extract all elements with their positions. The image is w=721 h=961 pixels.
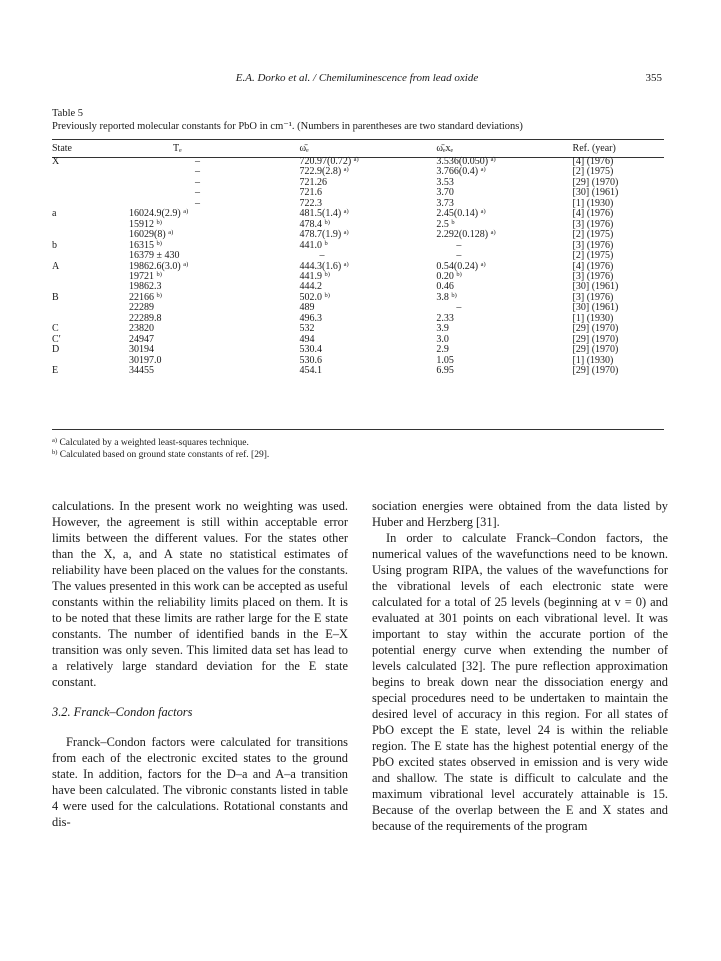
cell-wexe: – [456,250,462,262]
cell-ref: [29] (1970) [572,344,619,356]
right-column [372,498,668,834]
cell-te: 24947 [129,333,155,345]
cell-we: 722.9(2.8) $^{a)}$ [299,166,349,178]
body-paragraph: Franck–Condon factors were calculated for transitions from each of the electronic excited states to the ground state. In addition, factors for the D–a and A–a transition have been calculated. The vibronic constants listed in table 4 were used for the calculations. Rotational constants and dis- [52,735,348,829]
cell-state [52,303,129,313]
cell-state [52,356,129,366]
cell-we: – [319,250,325,262]
table-label: Table 5 [52,108,84,119]
cell-state: a [52,208,57,220]
cell-state [52,188,129,198]
cell-wexe: 3.73 [436,197,454,209]
cell-we: 496.3 [299,312,322,324]
cell-te: – [195,176,201,188]
cell-wexe: – [456,302,462,314]
cell-wexe: 3.766(0.4) $^{a)}$ [436,166,486,178]
table-footnotes [52,437,664,461]
cell-state [52,314,129,324]
cell-state [52,272,129,282]
col-header-we: ω̄ₑ [299,143,309,154]
cell-wexe: 3.536(0.050) $^{a)}$ [436,156,496,167]
cell-we: 722.3 [299,197,322,209]
col-header-ref: Ref. (year) [572,143,616,154]
cell-te: – [195,156,201,167]
cell-state: D [52,344,60,356]
col-header-state: State [52,143,72,154]
cell-state [52,178,129,188]
body-paragraph: calculations. In the present work no weighting was used. However, the agreement is still within acceptable error limits between the different values. For the states other than the X, a, and A state no statistical estimates of reliability have been placed on the values for the constants. The values presented in this work can be accepted as useful constants within the reliability limits placed on them. It is to be noted that these limits are rather large for the E state constants. The number of identified bands in the E–X transition was only seven. This limited data set has lead to a relatively large standard deviation for the E state constant. [52,499,348,689]
body-paragraph: In order to calculate Franck–Condon factors, the numerical values of the wavefunctions need to be known. Using program RIPA, the values of the wavefunctions for the vibrational levels of each electronic state were calculated for a total of 25 levels (beginning at v = 0) and evaluated at 301 points on each vibrational level. It was important to stay within the accurate portion of the potential energy curve when extending the number of levels calculated [32]. The pure reflection approximation begins to break down near the dissociation energy and special procedures need to be undertaken to maintain the desired level of accuracy in this region. For all states of PbO except the E state, level 24 is within the reliable region. The E state has the highest potential energy of the PbO excited states observed in emission and is very wide and shallow. The state is difficult to calculate and the maximum vibrational level accurately attainable is 15. Because of the overlap between the E and X states and because of the requirements of the program [372,531,668,833]
cell-we: 441.0 $^b$ [299,239,328,251]
cell-ref: [1] (1930) [572,312,614,324]
cell-wexe: 2.292(0.128) $^{a)}$ [436,229,496,241]
cell-te: 23820 [129,323,155,335]
cell-te: 15912 $^{b)}$ [129,218,162,230]
footnote-b: $^{b)}$ Calculated based on ground state constants of ref. [29]. [52,449,270,460]
cell-te: 30197.0 [129,354,162,366]
cell-wexe: – [456,239,462,251]
table-row [52,366,664,376]
page-number: 355 [645,72,662,84]
cell-we: 530.6 [299,354,322,366]
cell-te: – [195,197,201,209]
cell-we: 532 [299,323,315,335]
cell-ref: [4] (1976) [572,260,614,272]
cell-state: C′ [52,333,61,345]
cell-te: 16315 $^{b)}$ [129,239,162,251]
cell-te: – [195,166,201,178]
col-header-wexe: ω̄ₑxₑ [436,143,454,154]
cell-ref: [30] (1961) [572,281,619,293]
cell-wexe: 2.45(0.14) $^{a)}$ [436,208,486,220]
cell-te: 16379 ± 430 [129,250,180,262]
running-header [52,72,662,88]
cell-ref: [30] (1961) [572,187,619,199]
cell-state [52,282,129,292]
cell-te: 16029(8) $^{a)}$ [129,229,174,241]
cell-ref: [2] (1975) [572,250,614,262]
cell-ref: [1] (1930) [572,197,614,209]
cell-te: 30194 [129,344,155,356]
cell-state [52,199,129,209]
cell-ref: [2] (1975) [572,229,614,241]
cell-wexe: 6.95 [436,365,454,377]
cell-te: – [195,187,201,199]
cell-we: 489 [299,302,315,314]
section-heading: 3.2. Franck–Condon factors [52,705,193,719]
cell-wexe: 3.0 [436,333,449,345]
cell-wexe: 3.8 $^{b)}$ [436,291,457,303]
cell-te: 34455 [129,365,155,377]
cell-ref: [29] (1970) [572,323,619,335]
col-header-te: Tₑ [173,143,182,154]
cell-state [52,230,129,240]
cell-we: 721.26 [299,176,327,188]
cell-wexe: 0.54(0.24) $^{a)}$ [436,260,486,272]
body-paragraph: sociation energies were obtained from the data listed by Huber and Herzberg [31]. [372,499,668,529]
cell-we: 481.5(1.4) $^{a)}$ [299,208,349,220]
cell-we: 721.6 [299,187,322,199]
cell-state: B [52,291,59,303]
cell-wexe: 2.33 [436,312,454,324]
cell-we: 494 [299,333,315,345]
cell-wexe: 3.9 [436,323,449,335]
cell-ref: [30] (1961) [572,302,619,314]
cell-ref: [29] (1970) [572,333,619,345]
cell-we: 502.0 $^{b)}$ [299,291,330,303]
cell-te: 16024.9(2.9) $^{a)}$ [129,208,189,220]
cell-wexe: 2.9 [436,344,449,356]
left-column [52,498,348,830]
cell-ref: [2] (1975) [572,166,614,178]
cell-state: b [52,239,57,251]
cell-we: 478.7(1.9) $^{a)}$ [299,229,349,241]
cell-we: 441.9 $^{b)}$ [299,270,330,282]
cell-we: 454.1 [299,365,322,377]
cell-wexe: 3.53 [436,176,454,188]
table-bottom-rule [52,429,664,430]
cell-wexe: 0.20 $^{b)}$ [436,270,462,282]
cell-ref: [4] (1976) [572,156,614,167]
cell-ref: [3] (1976) [572,239,614,251]
running-title: E.A. Dorko et al. / Chemiluminescence from lead oxide [235,72,479,84]
constants-table [52,140,664,377]
table-header-row [52,140,664,157]
cell-we: 530.4 [299,344,322,356]
cell-wexe: 3.70 [436,187,454,199]
cell-state [52,167,129,177]
cell-ref: [1] (1930) [572,354,614,366]
cell-wexe: 1.05 [436,354,454,366]
cell-ref: [4] (1976) [572,208,614,220]
cell-ref: [29] (1970) [572,365,619,377]
cell-wexe: 2.5 $^b$ [436,218,455,230]
cell-we: 720.97(0.72) $^{a)}$ [299,156,359,167]
cell-ref: [3] (1976) [572,270,614,282]
cell-te: 22289 [129,302,155,314]
cell-state: A [52,260,60,272]
cell-te: 19862.3 [129,281,162,293]
table-caption-text: Previously reported molecular constants for PbO in cm⁻¹. (Numbers in parentheses are two standard deviations) [52,121,523,132]
footnote-a: $^{a)}$ Calculated by a weighted least-squares technique. [52,437,249,448]
cell-te: 22166 $^{b)}$ [129,291,162,303]
cell-we: 478.4 $^{b)}$ [299,218,330,230]
cell-state [52,220,129,230]
cell-we: 444.3(1.6) $^{a)}$ [299,260,349,272]
cell-state: E [52,365,59,377]
cell-ref: [3] (1976) [572,291,614,303]
cell-wexe: 0.46 [436,281,454,293]
cell-state: C [52,323,59,335]
cell-state: X [52,156,60,167]
cell-ref: [3] (1976) [572,218,614,230]
table-body [52,157,664,377]
cell-ref: [29] (1970) [572,176,619,188]
cell-te: 19862.6(3.0) $^{a)}$ [129,260,189,272]
cell-te: 19721 $^{b)}$ [129,270,162,282]
cell-we: 444.2 [299,281,322,293]
cell-state [52,251,129,261]
cell-te: 22289.8 [129,312,162,324]
table-caption [52,107,672,133]
